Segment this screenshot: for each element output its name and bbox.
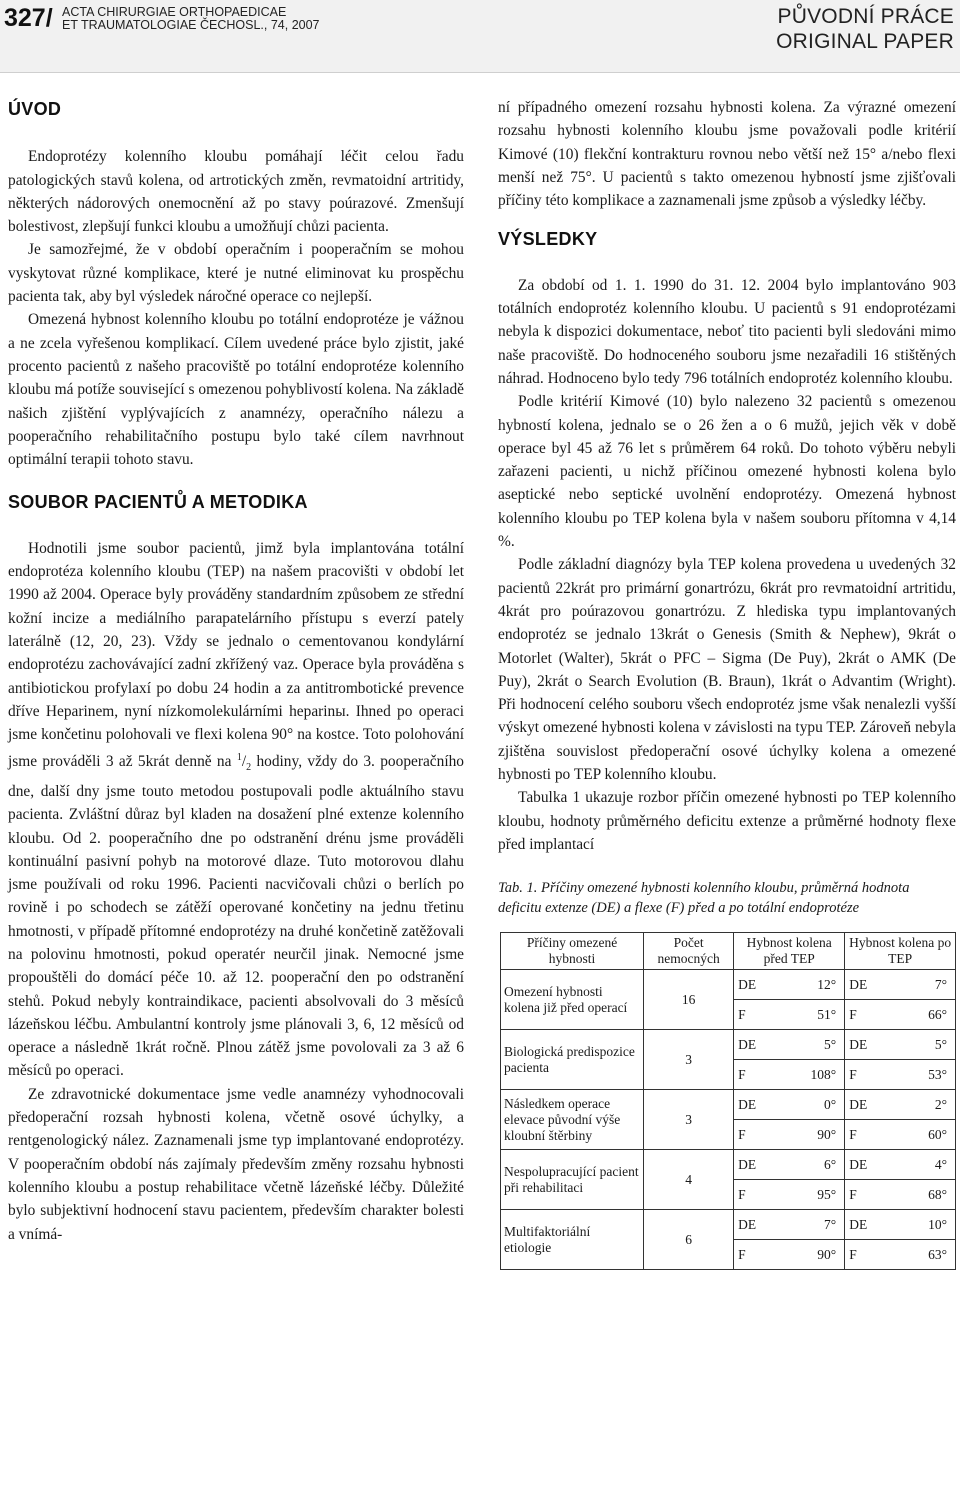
- value-pre-de: 12°: [817, 976, 837, 992]
- label-de: DE: [738, 1036, 757, 1052]
- value-post-f: 63°: [928, 1246, 947, 1262]
- cell-post: [845, 1030, 956, 1090]
- label-f: F: [849, 1186, 857, 1202]
- value-pre-de: 7°: [824, 1216, 837, 1232]
- heading-soubor: SOUBOR PACIENTŮ A METODIKA: [8, 492, 308, 513]
- post-f-row: [849, 1120, 951, 1149]
- post-de-row: [849, 1090, 951, 1119]
- paragraph-results-3: Podle základní diagnózy byla TEP kolena provedena u uvedených 32 pacientů 22krát pro primární gonartrózu, 6krát pro revmatoidní artritidu, 4krát pro poúrazovou gonartrózu. Z hlediska typu implantovaných endoprotéz se jednalo 13krát o Genesis (Smith & Nephew), 9krát o Motorlet (Walter), 5krát o PFC – Sigma (De Puy), 2krát o AMK (De Puy), 2krát o Search Evolution (B. Braun), 1krát o Advantim (Wright). Při hodnocení celého souboru všech endoprotéz jsme však nenalezli vyšší výskyt omezené hybnosti kolena v závislosti na typu TEP. Zároveň nebyla zjištěna souvislost předoperační osové úchylky kolena a omezené hybnosti po TEP kolenního kloubu.: [498, 556, 956, 784]
- col-header-cause: Příčiny omezené hybnosti: [501, 933, 644, 970]
- value-pre-f: 108°: [810, 1066, 837, 1082]
- label-f: F: [738, 1126, 746, 1142]
- label-de: DE: [738, 1216, 757, 1232]
- cell-cause: Nespolupracující pacient při rehabilitaci: [501, 1150, 644, 1210]
- article-type-cs: PŮVODNÍ PRÁCE: [777, 5, 954, 28]
- label-f: F: [738, 1006, 746, 1022]
- label-f: F: [738, 1246, 746, 1262]
- cell-post: [845, 1090, 956, 1150]
- heading-vysledky: VÝSLEDKY: [498, 229, 598, 250]
- post-f-row: [849, 1240, 951, 1269]
- post-de-row: [849, 1210, 951, 1239]
- cell-cause: Biologická predispozice pacienta: [501, 1030, 644, 1090]
- left-column: [8, 96, 464, 1246]
- cell-count: 16: [644, 970, 734, 1030]
- table-row: [501, 970, 956, 1030]
- label-de: DE: [738, 976, 757, 992]
- cell-count: 6: [644, 1210, 734, 1270]
- value-pre-f: 90°: [817, 1246, 837, 1262]
- cell-pre: [734, 1150, 845, 1210]
- cell-cause: Multifaktoriální etiologie: [501, 1210, 644, 1270]
- pre-f-row: [738, 1240, 840, 1269]
- right-column: [498, 96, 956, 1270]
- paragraph-intro-1: Endoprotézy kolenního kloubu pomáhají léčit celou řadu patologických stavů kolena, od artrotických změn, revmatoidní artritidy, některých nádorových onemocnění až po stavy poúrazové. Zmenšují bolestivost, zlepšují funkci kloubu a umožňují chůzi pacienta.: [8, 148, 464, 236]
- cell-post: [845, 970, 956, 1030]
- value-post-f: 66°: [928, 1006, 947, 1022]
- paragraph-results-4: Tabulka 1 ukazuje rozbor příčin omezené hybnosti po TEP kolenního kloubu, hodnoty průměrného deficitu extenze a průměrné hodnoty flexe před implantací: [498, 789, 956, 853]
- pre-de-row: [738, 970, 840, 999]
- paragraph-methods-2: Ze zdravotnické dokumentace jsme vedle anamnézy vyhodnocovali předoperační rozsah hybnosti kolena, včetně osové úchylky, a rentgenologický nález. Zaznamenali jsme typ implantované endoprotézy. V pooperačním období nás zajímaly především změny rozsahu hybnosti kolenního kloubu a postup rehabilitace včetně lázeňské léčby. Důležité bylo subjektivní hodnocení stavu pacientem, především charakter bolesti a vnímá-: [8, 1085, 464, 1243]
- value-post-de: 2°: [934, 1096, 947, 1112]
- post-f-row: [849, 1060, 951, 1089]
- paragraph-intro-3: Omezená hybnost kolenního kloubu po totální endoprotéze je vážnou a ne zcela vyřešenou komplikací. Cílem uvedené práce bylo zjistit, jaké procento pacientů z našeho pracoviště po totální endoprotéze kolenního kloubu má potíže související s omezenou pohyblivostí kolena. Na základě našich zjištění vyplývajících z anamnézy, operačního nálezu a pooperačního rehabilitačního postupu bylo také cílem navrhnout optimální terapii tohoto stavu.: [8, 311, 464, 469]
- page-number: 327/: [4, 4, 53, 32]
- paragraph-intro-2: Je samozřejmé, že v období operačním i pooperačním se mohou vyskytovat různé komplikace, které je nutné eliminovat ku prospěchu pacienta tak, aby byl výsledek náročné operace co nejlepší.: [8, 241, 464, 306]
- pre-f-row: [738, 1000, 840, 1029]
- value-post-f: 68°: [928, 1186, 947, 1202]
- label-de: DE: [849, 1156, 868, 1172]
- value-pre-f: 90°: [817, 1126, 837, 1142]
- table-row: [501, 1090, 956, 1150]
- label-de: DE: [849, 1036, 868, 1052]
- label-de: DE: [738, 1156, 757, 1172]
- value-pre-de: 6°: [824, 1156, 837, 1172]
- pre-de-row: [738, 1030, 840, 1059]
- table-caption: Tab. 1. Příčiny omezené hybnosti kolenního kloubu, průměrná hodnota deficitu extenze (DE) a flexe (F) před a po totální endoprotéze: [498, 880, 910, 917]
- post-de-row: [849, 970, 951, 999]
- pre-f-row: [738, 1180, 840, 1209]
- journal-line-1: ACTA CHIRURGIAE ORTHOPAEDICAE: [62, 5, 287, 19]
- col-header-count: Počet nemocných: [644, 933, 734, 970]
- value-pre-de: 0°: [824, 1096, 837, 1112]
- table-row: [501, 1210, 956, 1270]
- table-row: [501, 1030, 956, 1090]
- pre-de-row: [738, 1210, 840, 1239]
- methods-text-b: hodiny, vždy do 3. pooperačního dne, další dny jsme touto metodou postupovali podle aktuálního stavu pacienta. Zvláštní důraz byl kladen na dosažení plné extenze kolenního kloubu. Od 2. pooperačního dne po odstranění drénu jsme prováděli kontinuální pasivní pohyb na motorové dlaze. Tuto motorovou dlahu jsme používali od roku 1996. Pacienti nacvičovali chůzi o berlích po rovině i po schodech se zátěží operované končetiny na jednu třetinu hmotnosti, v případě přítomné endoprotézy na druhé končetině zatěžovali na polovinu hmotnosti, pokud operatér neurčil jinak. Nemocné jsme propouštěli do domácí péče 10. až 12. pooperační den po odstranění stehů. Pokud nebyly kontraindikace, pacienti absolvovali do 3 měsíců lázeňskou léčbu. Ambulantní kontroly jsme plánovali 3, 6, 12 měsíců od operace a následně 1krát ročně. Plnou zátěž jsme povolovali za 3 až 6 měsíců po operaci.: [8, 753, 464, 1080]
- col-header-post: Hybnost kolena po TEP: [845, 933, 956, 970]
- value-post-f: 53°: [928, 1066, 947, 1082]
- value-post-de: 4°: [934, 1156, 947, 1172]
- value-post-de: 7°: [934, 976, 947, 992]
- label-f: F: [738, 1186, 746, 1202]
- pre-f-row: [738, 1060, 840, 1089]
- cell-post: [845, 1210, 956, 1270]
- post-de-row: [849, 1150, 951, 1179]
- post-f-row: [849, 1180, 951, 1209]
- post-de-row: [849, 1030, 951, 1059]
- article-type: [776, 4, 954, 54]
- paragraph-methods-3: ní případného omezení rozsahu hybnosti kolena. Za výrazné omezení rozsahu hybnosti kolenního kloubu jsme považovali podle kritérií Kimové (10) flekční kontrakturu rovnou nebo větší než 15° a/nebo flexi menší než 75°. U pacientů s takto omezenou hybností jsme zjišťovali příčiny této komplikace a zaznamenali jsme způsob a výsledky léčby.: [498, 99, 956, 210]
- paragraph-results-1: Za období od 1. 1. 1990 do 31. 12. 2004 bylo implantováno 903 totálních endoprotéz kolenního kloubu. U pacientů s 91 endoprotézami nebyla k dispozici dokumentace, neboť tito pacienti byli sledováni mimo naše pracoviště. Do hodnoceného souboru jsme nezařadili 16 stištěných náhrad. Hodnoceno bylo tedy 796 totálních endoprotéz kolenního kloubu.: [498, 276, 956, 387]
- label-f: F: [849, 1066, 857, 1082]
- label-f: F: [849, 1126, 857, 1142]
- cell-count: 4: [644, 1150, 734, 1210]
- post-f-row: [849, 1000, 951, 1029]
- cell-pre: [734, 1030, 845, 1090]
- label-de: DE: [849, 976, 868, 992]
- label-f: F: [738, 1066, 746, 1082]
- value-post-f: 60°: [928, 1126, 947, 1142]
- cell-count: 3: [644, 1090, 734, 1150]
- cell-count: 3: [644, 1030, 734, 1090]
- label-f: F: [849, 1006, 857, 1022]
- fraction-denominator: 2: [246, 762, 252, 774]
- value-pre-f: 51°: [817, 1006, 837, 1022]
- label-de: DE: [849, 1096, 868, 1112]
- pre-f-row: [738, 1120, 840, 1149]
- table-row: [501, 1150, 956, 1210]
- pre-de-row: [738, 1090, 840, 1119]
- results-table: [500, 932, 956, 1270]
- cell-cause: Následkem operace elevace původní výše kloubní štěrbiny: [501, 1090, 644, 1150]
- page-header: [0, 0, 960, 73]
- label-f: F: [849, 1246, 857, 1262]
- value-post-de: 5°: [934, 1036, 947, 1052]
- value-pre-f: 95°: [817, 1186, 837, 1202]
- value-post-de: 10°: [928, 1216, 947, 1232]
- heading-uvod: ÚVOD: [8, 99, 62, 119]
- pre-de-row: [738, 1150, 840, 1179]
- journal-title: [62, 6, 320, 32]
- label-de: DE: [738, 1096, 757, 1112]
- table-header-row: [501, 933, 956, 970]
- fraction-numerator: 1: [236, 752, 242, 764]
- article-type-en: ORIGINAL PAPER: [776, 30, 954, 53]
- journal-line-2: ET TRAUMATOLOGIAE ČECHOSL., 74, 2007: [62, 18, 320, 32]
- cell-cause: Omezení hybnosti kolena již před operací: [501, 970, 644, 1030]
- col-header-pre: Hybnost kolena před TEP: [734, 933, 845, 970]
- label-de: DE: [849, 1216, 868, 1232]
- cell-pre: [734, 1210, 845, 1270]
- paragraph-methods-1: Hodnotili jsme soubor pacientů, jimž byla implantována totální endoprotéza kolenního kloubu (TEP) na našem pracovišti v období let 1990 až 2004. Operace byly prováděny standardním způsobem ze střední kožní incize a mediálního parapatelárního přístupu s everzí pately laterálně (12, 20, 23). Vždy se jednalo o cementovanou kondylární endoprotézu zachovávající zadní zkřížený vaz. Operace byla prováděna s antibiotickou profylaxí po dobu 24 hodin a za antitrombotické prevence dříve Heparinem, nyní nízkomolekulárními heparinы. Ihned po operaci jsme končetinu polohovali ve flexi kolena 90° na kostce. Toto polohování jsme prováděli 3 až 5krát denně na $^1/_2$ hodiny, vždy do 3. pooperačního dne, další dny jsme touto metodou postupovali podle aktuálního stavu pacienta. Zvláštní důraz byl kladen na dosažení plné extenze kolenního kloubu. Od 2. pooperačního dne po odstranění drénu jsme prováděli kontinuální pasivní pohyb na motorové dlaze. Tuto motorovou dlahu jsme používali od roku 1996. Pacienti nacvičovali chůzi o berlích po rovině i po schodech se zátěží operované končetiny na jednu třetinu hmotnosti, v případě přítomné endoprotézy na druhé končetině zatěžovali na polovinu hmotnosti, pokud operatér neurčil jinak. Nemocné jsme propouštěli do domácí péče 10. až 12. pooperační den po odstranění stehů. Pokud nebyly kontraindikace, pacienti absolvovali do 3 měsíců lázeňskou léčbu. Ambulantní kontroly jsme plánovali 3, 6, 12 měsíců od operace a následně 1krát ročně. Plnou zátěž jsme povolovali za 3 až 6 měsíců po operaci.: [8, 539, 464, 1080]
- value-pre-de: 5°: [824, 1036, 837, 1052]
- cell-pre: [734, 970, 845, 1030]
- cell-post: [845, 1150, 956, 1210]
- cell-pre: [734, 1090, 845, 1150]
- methods-text-a: Hodnotili jsme soubor pacientů, jimž byla implantována totální endoprotéza kolenního kloubu (TEP) na našem pracovišti v období let 1990 až 2004. Operace byly prováděny standardním způsobem ze střední kožní incize a mediálního parapatelárního přístupu s everzí pately laterálně (12, 20, 23). Vždy se jednalo o cementovanou kondylární endoprotézu zachovávající zadní zkřížený vaz. Operace byla prováděna s antibiotickou profylaxí po dobu 24 hodin a za antitrombotické prevence dříve Heparinem, nyní nízkomolekulárními heparinы. Ihned po operaci jsme končetinu polohovali ve flexi kolena 90° na kostce. Toto polohování jsme prováděli 3 až 5krát denně na: [8, 539, 464, 771]
- paragraph-results-2: Podle kritérií Kimové (10) bylo nalezeno 32 pacientů s omezenou hybností kolena, jednalo se o 26 žen a o 6 mužů, jejich věk v době operace byl 45 až 76 let s průměrem 64 roků. Do tohoto výběru nebyli zařazeni pacienti, u nichž příčinou omezené hybnosti kolena bylo aseptické nebo septické uvolnění endoprotézy. Omezená hybnost kolenního kloubu po TEP kolena byla v našem souboru přítomna v 4,14 %.: [498, 393, 956, 551]
